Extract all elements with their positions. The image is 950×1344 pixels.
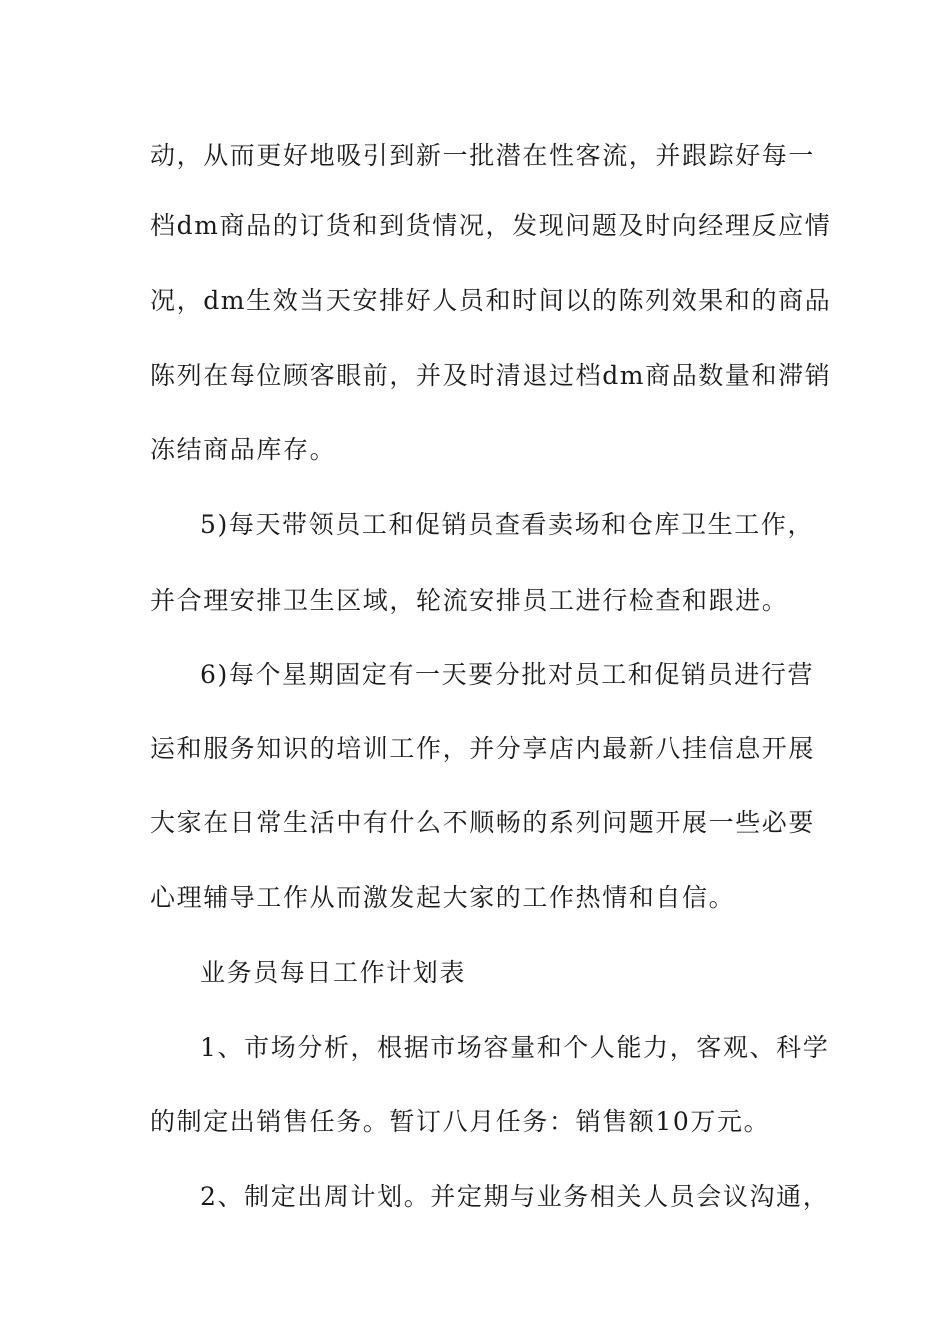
paragraph-first-line: 2、制定出周计划。并定期与业务相关人员会议沟通， [200, 1182, 830, 1211]
text-line: 运和服务知识的培训工作，并分享店内最新八挂信息开展 [150, 734, 816, 763]
paragraph-first-line: 1、市场分析，根据市场容量和个人能力，客观、科学 [200, 1033, 830, 1062]
text-line: 冻结商品库存。 [150, 435, 337, 464]
text-line: 档dm商品的订货和到货情况，发现问题及时向经理反应情 [150, 211, 832, 240]
paragraph-first-line: 6)每个星期固定有一天要分批对员工和促销员进行营 [200, 660, 815, 689]
paragraph-first-line: 5)每天带领员工和促销员查看卖场和仓库卫生工作， [200, 510, 815, 539]
text-line: 大家在日常生活中有什么不顺畅的系列问题开展一些必要 [150, 808, 816, 837]
text-line: 陈列在每位顾客眼前，并及时清退过档dm商品数量和滞销 [150, 361, 832, 390]
section-heading: 业务员每日工作计划表 [200, 958, 467, 987]
text-line: 动，从而更好地吸引到新一批潜在性客流，并跟踪好每一 [150, 141, 816, 170]
text-line: 的制定出销售任务。暂订八月任务：销售额10万元。 [150, 1107, 771, 1136]
text-line: 并合理安排卫生区域，轮流安排员工进行检查和跟进。 [150, 586, 789, 615]
text-line: 心理辅导工作从而激发起大家的工作热情和自信。 [150, 883, 736, 912]
text-line: 况，dm生效当天安排好人员和时间以的陈列效果和的商品 [150, 286, 832, 315]
